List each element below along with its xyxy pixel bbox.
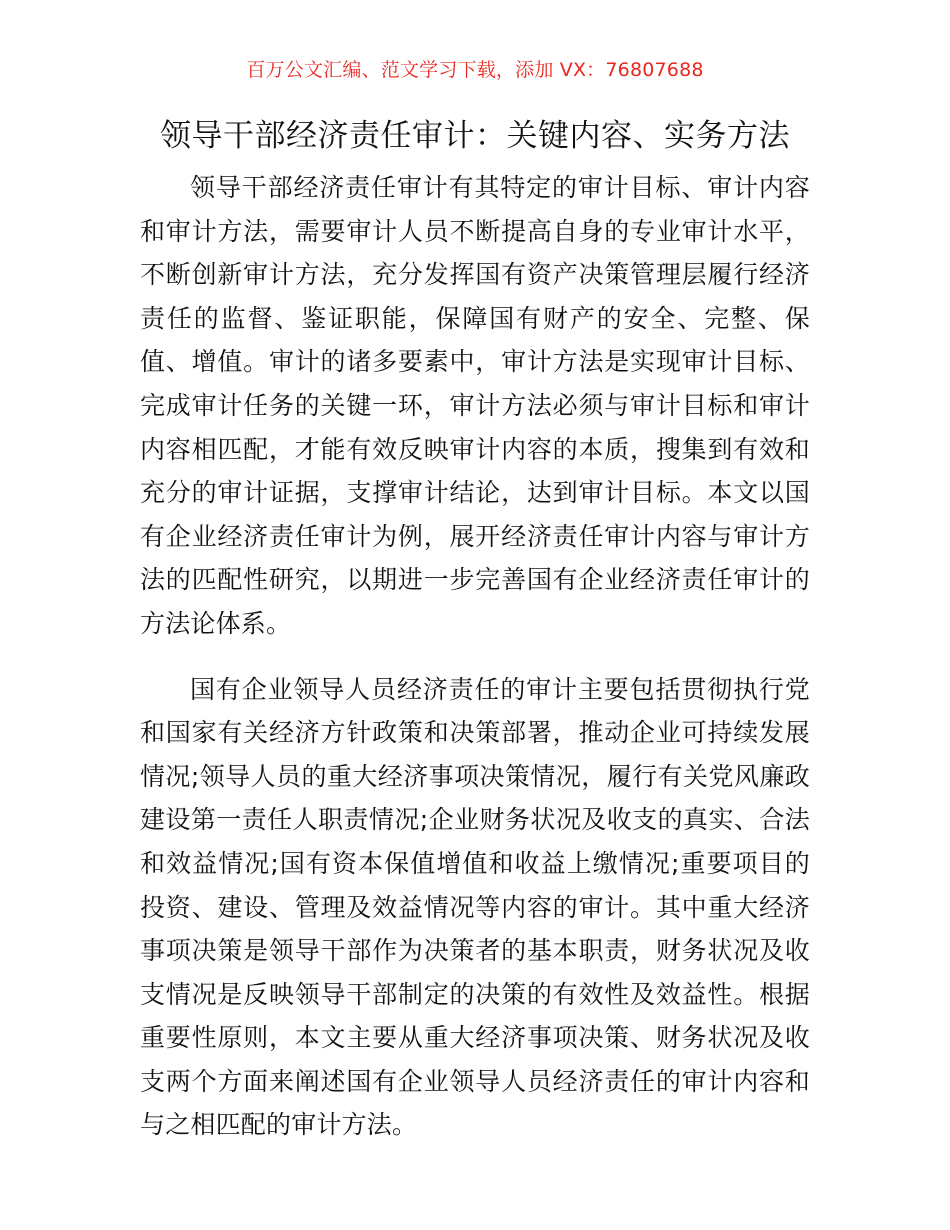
watermark-banner: 百万公文汇编、范文学习下载，添加 VX：76807688 — [246, 59, 704, 81]
document-body — [140, 166, 810, 1147]
body-paragraph: 领导干部经济责任审计有其特定的审计目标、审计内容和审计方法，需要审计人员不断提高自身的专业审计水平，不断创新审计方法，充分发挥国有资产决策管理层履行经济责任的监督、鉴证职能，保障国有财产的安全、完整、保值、增值。审计的诸多要素中，审计方法是实现审计目标、完成审计任务的关键一环，审计方法必须与审计目标和审计内容相匹配，才能有效反映审计内容的本质，搜集到有效和充分的审计证据，支撑审计结论，达到审计目标。本文以国有企业经济责任审计为例，展开经济责任审计内容与审计方法的匹配性研究，以期进一步完善国有企业经济责任审计的方法论体系。 — [140, 173, 810, 638]
body-paragraph: 国有企业领导人员经济责任的审计主要包括贯彻执行党和国家有关经济方针政策和决策部署，推动企业可持续发展情况;领导人员的重大经济事项决策情况，履行有关党风廉政建设第一责任人职责情况;企业财务状况及收支的真实、合法和效益情况;国有资本保值增值和收益上缴情况;重要项目的投资、建设、管理及效益情况等内容的审计。其中重大经济事项决策是领导干部作为决策者的基本职责，财务状况及收支情况是反映领导干部制定的决策的有效性及效益性。根据重要性原则，本文主要从重大经济事项决策、财务状况及收支两个方面来阐述国有企业领导人员经济责任的审计内容和与之相匹配的审计方法。 — [140, 674, 810, 1140]
document-title: 领导干部经济责任审计：关键内容、实务方法 — [160, 118, 790, 154]
